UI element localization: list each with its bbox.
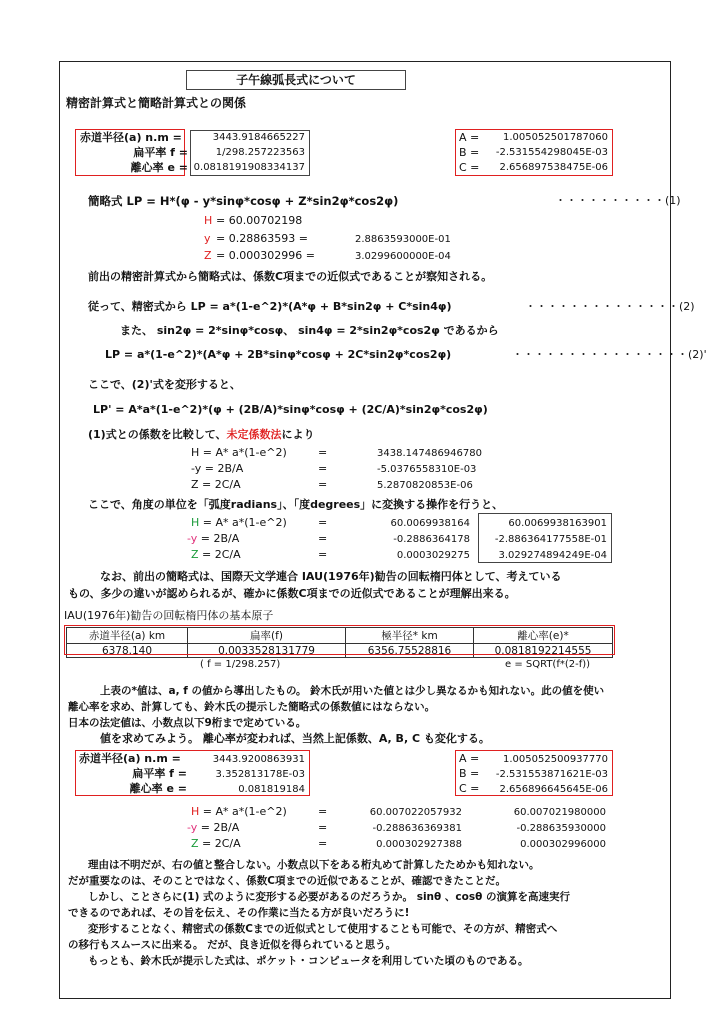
cmp-eq: = (318, 462, 328, 475)
hyz-label: y (204, 232, 211, 245)
equation-2-number: ・・・・・・・・・・・・・・(2) (525, 300, 695, 313)
paragraph-6b: 離心率を求め、計算しても、鈴木氏の提示した簡略式の係数値にはならない。 (68, 701, 436, 713)
paragraph-2: ここで、(2)'式を変形すると、 (88, 378, 241, 391)
paragraph-6c: 日本の法定値は、小数点以下9桁まで定めている。 (68, 717, 307, 729)
table-header: 赤道半径(a) km (67, 628, 188, 644)
cmp2-eq: = (318, 548, 328, 561)
closing-line: できるのであれば、その旨を伝え、その作業に当たる方が良いだろうに! (68, 907, 410, 919)
cmp3-formula: = 2C/A (198, 837, 241, 850)
cmp3-row (187, 821, 239, 835)
cmp3-symbol: Z (191, 837, 199, 850)
closing-line: しかし、ことさらに(1) 式のように変形する必要があるのだろうか。 sinθ 、cosθ の演算を高速実行 (88, 891, 570, 903)
closing-line: の移行もスムースに出来る。 だが、良き近似を得られていると思う。 (68, 939, 397, 951)
page-title: 子午線弧長式について (236, 73, 356, 87)
boxed-value: 3.029274894249E-04 (498, 550, 607, 561)
param-value: 3443.9184665227 (212, 132, 305, 143)
paragraph-1: 前出の精密計算式から簡略式は、係数C項までの近似式であることが察知される。 (88, 270, 493, 283)
equation-1: 簡略式 LP = H*(φ - y*sinφ*cosφ + Z*sin2φ*cos2φ) (88, 194, 399, 208)
table-header: 離心率(e)* (474, 628, 613, 644)
cmp3-value2: -0.288635930000 (516, 823, 606, 834)
coef-value: 2.656897538475E-06 (499, 162, 608, 173)
closing-line: 変形することなく、精密式の係数Cまでの近似式として使用することも可能で、その方が、精密式へ (88, 923, 558, 935)
param-value: 3.352813178E-03 (215, 769, 305, 780)
param-value: 0.0818191908334137 (193, 162, 305, 173)
paragraph-3-highlight: 未定係数法 (226, 428, 282, 441)
coef-label: B = (459, 146, 480, 159)
table-cell: 0.0033528131779 (188, 644, 346, 658)
table-cell: 6356.75528816 (346, 644, 474, 658)
coef-label: B = (459, 767, 480, 780)
coef-label: C = (459, 161, 480, 174)
coef-value: 2.656896645645E-06 (499, 784, 608, 795)
coef-label: C = (459, 782, 480, 795)
hyz-eq: = 0.28863593 = (216, 232, 308, 245)
hyz-sci: 3.0299600000E-04 (355, 251, 451, 262)
cmp3-row (191, 805, 287, 819)
param-label: 扁平率 f = (132, 767, 187, 780)
cmp3-symbol: H (191, 805, 200, 818)
table-cell: 0.0818192214555 (474, 644, 613, 658)
param-value: 3443.9200863931 (212, 754, 305, 765)
cmp2-value: 0.0003029275 (396, 550, 470, 561)
cmp-label: -y = 2B/A (191, 462, 244, 475)
cmp-eq: = (318, 446, 328, 459)
param-label: 赤道半径(a) n.m = (79, 752, 181, 765)
hyz-eq: = 60.00702198 (216, 214, 303, 227)
boxed-value: -2.886364177558E-01 (494, 534, 607, 545)
equation-1-number: ・・・・・・・・・・(1) (555, 194, 681, 207)
table-cell: 6378.140 (67, 644, 188, 658)
paragraph-5a: なお、前出の簡略式は、国際天文学連合 IAU(1976年)勧告の回転楕円体として、考えている (100, 570, 562, 583)
cmp2-value: -0.2886364178 (393, 534, 470, 545)
paragraph-5b: もの、多少の違いが認められるが、確かに係数C項までの近似式であることが理解出来る。 (68, 587, 516, 600)
paragraph-6d: 値を求めてみよう。 離心率が変われば、当然上記係数、A, B, C も変化する。 (100, 732, 490, 745)
boxed-value: 60.0069938163901 (508, 518, 607, 529)
cmp-value: -5.0376558310E-03 (377, 464, 477, 475)
cmp2-formula: = 2C/A (198, 548, 241, 561)
closing-line: だが重要なのは、そのことではなく、係数C項までの近似であることが、確認できたことだ。 (68, 875, 506, 887)
coef-label: A = (459, 131, 480, 144)
cmp2-row (191, 548, 241, 562)
cmp2-symbol: Z (191, 548, 199, 561)
param-label: 扁平率 f = (133, 146, 188, 159)
cmp-value: 3438.147486946780 (377, 448, 482, 459)
iau-table-highlight (64, 625, 615, 655)
hyz-sci: 2.8863593000E-01 (355, 234, 451, 245)
param-label: 離心率 e = (130, 161, 188, 174)
param-label: 離心率 e = (129, 782, 187, 795)
param-label: 赤道半径(a) n.m = (80, 131, 182, 144)
cmp2-formula: = 2B/A (197, 532, 240, 545)
cmp3-value: 60.007022057932 (369, 807, 462, 818)
cmp-eq: = (318, 478, 328, 491)
table-header: 扁率(f) (188, 628, 346, 644)
iau-note-e: e = SQRT(f*(2-f)) (505, 659, 591, 670)
hyz-label: Z (204, 249, 212, 262)
coef-value: -2.531553871621E-03 (495, 769, 608, 780)
paragraph-4: ここで、角度の単位を「弧度radians」、「度degrees」に変換する操作を行うと、 (88, 498, 504, 511)
cmp3-value: -0.288636369381 (372, 823, 462, 834)
param-value: 1/298.257223563 (215, 147, 305, 158)
cmp3-symbol: -y (187, 821, 198, 834)
table-header: 極半径* km (346, 628, 474, 644)
cmp3-value2: 60.007021980000 (513, 807, 606, 818)
cmp2-symbol: -y (187, 532, 198, 545)
param-value: 0.081819184 (238, 784, 305, 795)
coef-value: 1.005052500937770 (503, 754, 608, 765)
cmp2-eq: = (318, 532, 328, 545)
cmp3-eq: = (318, 821, 328, 834)
paragraph-6a: 上表の*値は、a, f の値から導出したもの。 鈴木氏が用いた値とは少し異なるかも知れない。此の値を使い (100, 685, 605, 697)
cmp-value: 5.2870820853E-06 (377, 480, 473, 491)
cmp3-value2: 0.000302996000 (520, 839, 606, 850)
equation-2c: LP = a*(1-e^2)*(A*φ + 2B*sinφ*cosφ + 2C*sin2φ*cos2φ) (105, 348, 452, 361)
cmp2-formula: = A* a*(1-e^2) (199, 516, 287, 529)
cmp3-eq: = (318, 837, 328, 850)
coef-value: -2.531554298045E-03 (495, 147, 608, 158)
cmp2-eq: = (318, 516, 328, 529)
cmp2-row (191, 516, 287, 530)
cmp3-formula: = A* a*(1-e^2) (199, 805, 287, 818)
closing-line: 理由は不明だが、右の値と整合しない。小数点以下をある桁丸めて計算したためかも知れない。 (88, 859, 540, 871)
cmp2-row (187, 532, 239, 546)
coef-value: 1.005052501787060 (503, 132, 608, 143)
paragraph-3 (88, 428, 315, 442)
iau-title: IAU(1976年)勧告の回転楕円体の基本原子 (64, 609, 274, 622)
equation-3: LP' = A*a*(1-e^2)*(φ + (2B/A)*sinφ*cosφ + (2C/A)*sin2φ*cos2φ) (93, 403, 488, 416)
iau-note-f: ( f = 1/298.257) (200, 659, 281, 670)
closing-line: もっとも、鈴木氏が提示した式は、ポケット・コンピュータを利用していた頃のものである。 (88, 955, 529, 967)
paragraph-3-a: (1)式との係数を比較して、 (88, 428, 227, 441)
hyz-eq: = 0.000302996 = (216, 249, 315, 262)
equation-2c-number: ・・・・・・・・・・・・・・・・(2)' (512, 348, 707, 361)
equation-2b: また、 sin2φ = 2*sinφ*cosφ、 sin4φ = 2*sin2φ*cos2φ であるから (120, 324, 499, 337)
coef-label: A = (459, 752, 480, 765)
cmp2-symbol: H (191, 516, 200, 529)
cmp3-formula: = 2B/A (197, 821, 240, 834)
equation-2: 従って、精密式から LP = a*(1-e^2)*(A*φ + B*sin2φ + C*sin4φ) (88, 300, 452, 313)
cmp3-value: 0.000302927388 (376, 839, 462, 850)
cmp2-value: 60.0069938164 (390, 518, 470, 529)
cmp-label: H = A* a*(1-e^2) (191, 446, 287, 459)
cmp3-row (191, 837, 241, 851)
cmp-label: Z = 2C/A (191, 478, 241, 491)
cmp3-eq: = (318, 805, 328, 818)
paragraph-3-c: により (281, 428, 315, 441)
section-subtitle: 精密計算式と簡略計算式との関係 (66, 96, 247, 110)
hyz-label: H (204, 214, 213, 227)
